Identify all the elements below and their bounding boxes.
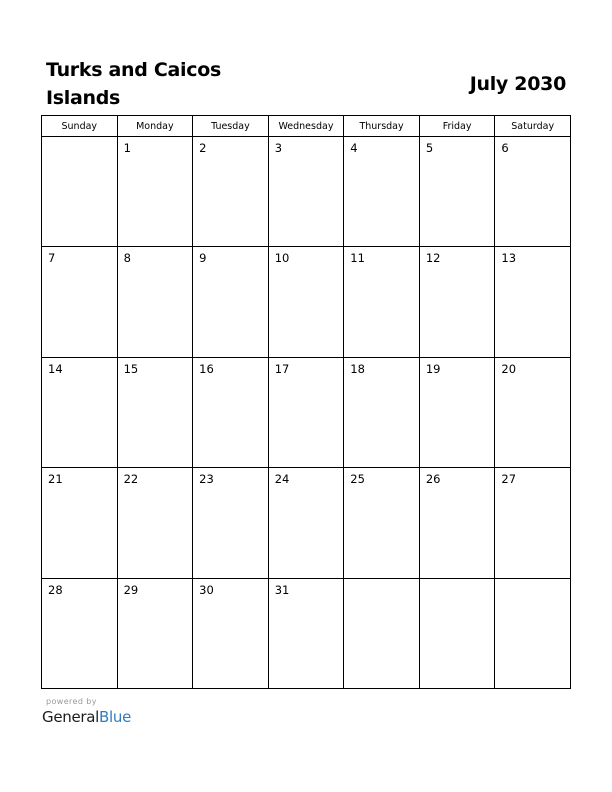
day-cell	[419, 468, 495, 578]
day-number	[420, 579, 495, 583]
day-number: 7	[48, 251, 56, 266]
day-number	[495, 579, 570, 583]
day-cell	[419, 137, 495, 247]
month-title: July 2030	[469, 73, 566, 95]
day-number: 25	[350, 472, 365, 487]
day-cell	[495, 247, 571, 357]
day-number: 16	[199, 361, 214, 376]
day-cell	[268, 578, 344, 688]
day-cell	[193, 468, 269, 578]
brand-name	[42, 707, 131, 727]
weekday-monday: Monday	[117, 116, 193, 137]
day-number: 8	[123, 251, 131, 266]
day-number: 5	[425, 141, 434, 155]
day-cell	[42, 247, 118, 357]
week-row	[42, 468, 571, 578]
day-cell	[495, 137, 571, 247]
weekday-thursday: Thursday	[344, 116, 420, 137]
day-number	[42, 137, 117, 141]
week-row	[42, 137, 571, 247]
day-cell	[268, 247, 344, 357]
day-cell	[495, 578, 571, 688]
generalblue-logo[interactable]	[42, 697, 131, 727]
day-number: 22	[123, 472, 139, 487]
day-number: 12	[425, 251, 441, 266]
day-number: 6	[501, 141, 509, 155]
day-number: 24	[274, 472, 290, 487]
day-cell	[117, 137, 193, 247]
day-number: 30	[199, 582, 214, 597]
day-cell	[419, 578, 495, 688]
weekday-tuesday: Tuesday	[193, 116, 269, 137]
day-cell	[42, 468, 118, 578]
day-number: 4	[350, 141, 358, 155]
day-number: 20	[501, 361, 517, 376]
week-row	[42, 578, 571, 688]
calendar-grid	[41, 115, 571, 689]
day-cell	[344, 247, 420, 357]
day-cell	[193, 247, 269, 357]
powered-by-label: powered by	[46, 697, 97, 706]
day-number: 21	[48, 472, 63, 487]
day-cell	[344, 137, 420, 247]
day-cell	[419, 247, 495, 357]
day-number	[344, 579, 419, 583]
day-cell	[495, 468, 571, 578]
day-cell	[117, 578, 193, 688]
weekday-wednesday: Wednesday	[268, 116, 344, 137]
day-cell	[268, 357, 344, 467]
day-number: 15	[123, 361, 139, 376]
day-number: 26	[425, 472, 441, 487]
day-cell	[344, 468, 420, 578]
day-number: 14	[48, 361, 63, 376]
country-title-line2: Islands	[46, 87, 121, 109]
day-cell	[268, 468, 344, 578]
day-number: 2	[199, 141, 207, 155]
day-cell	[344, 357, 420, 467]
day-number: 13	[501, 251, 517, 266]
country-title-line1: Turks and Caicos	[46, 59, 221, 81]
day-number: 18	[350, 361, 365, 376]
day-number: 9	[199, 251, 207, 266]
day-cell	[42, 578, 118, 688]
day-number: 28	[48, 582, 63, 597]
weekday-saturday: Saturday	[495, 116, 571, 137]
weekday-sunday: Sunday	[42, 116, 118, 137]
day-cell	[268, 137, 344, 247]
day-number: 31	[274, 582, 290, 597]
brand-general-text: General	[42, 708, 100, 726]
day-number: 19	[425, 361, 441, 376]
weekday-header-row	[42, 116, 571, 137]
day-cell	[344, 578, 420, 688]
day-cell	[117, 247, 193, 357]
weekday-friday: Friday	[419, 116, 495, 137]
day-cell	[117, 357, 193, 467]
day-cell	[495, 357, 571, 467]
day-number: 17	[274, 361, 290, 376]
day-cell	[117, 468, 193, 578]
day-number: 11	[350, 251, 365, 266]
day-cell	[42, 357, 118, 467]
day-number: 3	[274, 141, 283, 155]
day-number: 10	[274, 251, 290, 266]
day-number: 29	[123, 582, 139, 597]
day-number: 1	[123, 141, 131, 155]
brand-blue-text: Blue	[99, 708, 132, 726]
country-title	[46, 56, 306, 112]
day-cell	[419, 357, 495, 467]
day-cell	[193, 578, 269, 688]
week-row	[42, 247, 571, 357]
week-row	[42, 357, 571, 467]
day-number: 27	[501, 472, 517, 487]
day-number: 23	[199, 472, 214, 487]
day-cell	[193, 137, 269, 247]
day-cell	[193, 357, 269, 467]
day-cell	[42, 137, 118, 247]
